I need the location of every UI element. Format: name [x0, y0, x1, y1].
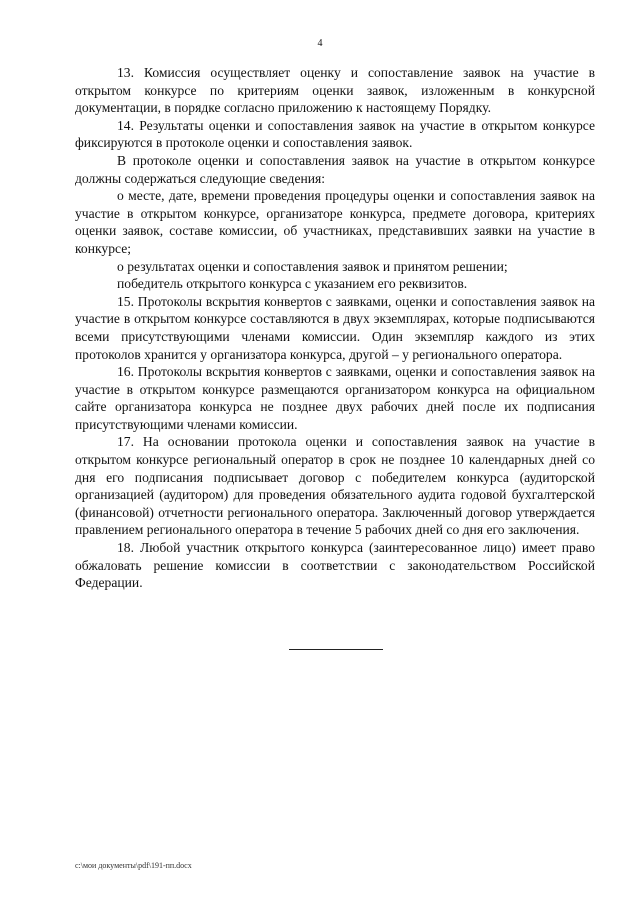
- document-body: [75, 64, 595, 592]
- paragraph-17: 17. На основании протокола оценки и сопоставления заявок на участие в открытом конкурсе региональный оператор в срок не позднее 10 календарных дней со дня его подписания подписывает договор с победителем конкурса (аудиторской организацией (аудитором) для проведения обязательного аудита годовой бухгалтерской (финансовой) отчетности регионального оператора. Заключенный договор утверждается правлением регионального оператора в течение 5 рабочих дней со дня его заключения.: [75, 434, 595, 538]
- paragraph-16: 16. Протоколы вскрытия конвертов с заявками, оценки и сопоставления заявок на участие в открытом конкурсе размещаются организатором конкурса на официальном сайте организатора конкурса не позднее двух рабочих дней после их подписания присутствующими членами комиссии.: [75, 364, 595, 432]
- paragraph-13: 13. Комиссия осуществляет оценку и сопоставление заявок на участие в открытом конкурсе по критериям оценки заявок, изложенным в конкурсной документации, в порядке согласно приложению к настоящему Порядку.: [75, 65, 595, 116]
- paragraph-winner: победитель открытого конкурса с указанием его реквизитов.: [117, 276, 468, 292]
- paragraph-14: 14. Результаты оценки и сопоставления заявок на участие в открытом конкурсе фиксируются в протоколе оценки и сопоставления заявок.: [75, 117, 595, 151]
- footer-file-path: c:\мои документы\pdf\191-пп.docx: [75, 861, 192, 870]
- paragraph-15: 15. Протоколы вскрытия конвертов с заявками, оценки и сопоставления заявок на участие в открытом конкурсе составляются в двух экземплярах, которые подписываются всеми присутствующими членами комиссии. Один экземпляр каждого из этих протоколов хранится у организатора конкурса, другой – у регионального оператора.: [75, 293, 595, 362]
- paragraph-place-date-time: о месте, дате, времени проведения процедуры оценки и сопоставления заявок на участие в открытом конкурсе, организаторе конкурса, предмете договора, критериях оценки заявок, составе комиссии, об участниках, представивших заявки на участие в конкурсе;: [75, 188, 595, 256]
- page-number: 4: [317, 38, 323, 49]
- end-divider-line: [289, 649, 383, 650]
- paragraph-18: 18. Любой участник открытого конкурса (заинтересованное лицо) имеет право обжаловать решение комиссии в соответствии с законодательством Российской Федерации.: [75, 540, 595, 591]
- paragraph-protocol-contents: В протоколе оценки и сопоставления заявок на участие в открытом конкурсе должны содержаться следующие сведения:: [75, 152, 595, 186]
- paragraph-results: о результатах оценки и сопоставления заявок и принятом решении;: [117, 258, 508, 274]
